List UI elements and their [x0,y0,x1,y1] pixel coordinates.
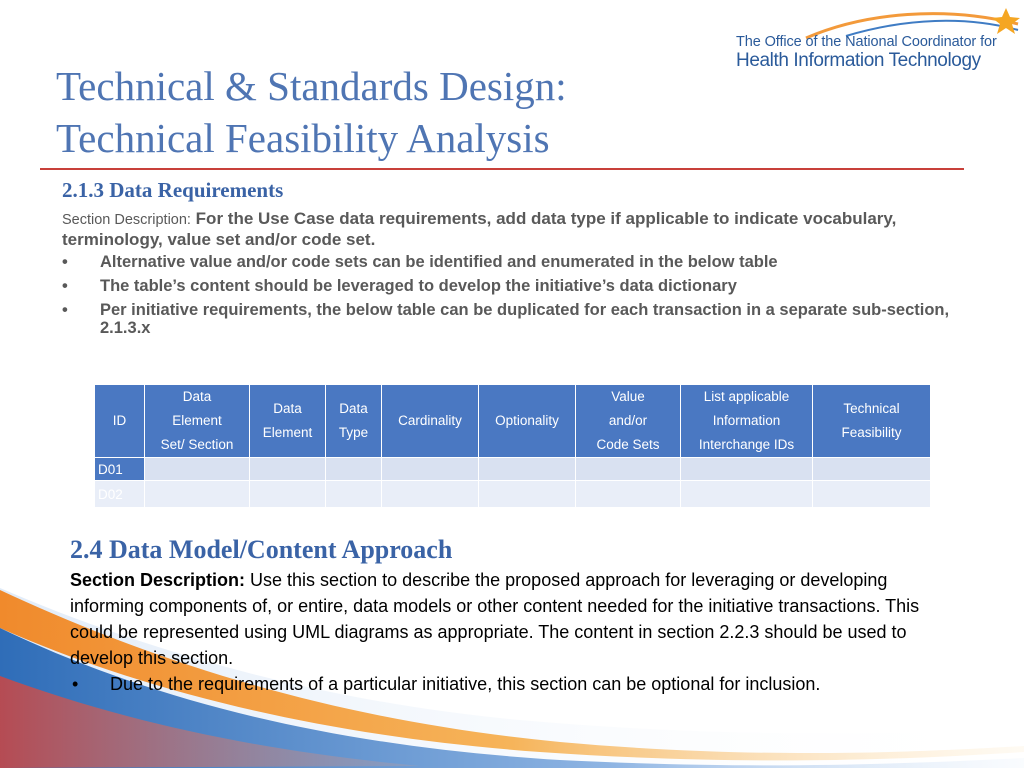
list-item: • Due to the requirements of a particular initiative, this section can be optional for inclusion. [70,671,930,697]
table-cell [576,458,681,481]
table-header-text: Element [262,425,313,440]
table-header-text: Feasibility [841,425,902,440]
bullet-icon: • [62,301,68,319]
section-description-24 [70,567,930,671]
bullet-icon: • [72,674,79,694]
table-header-text: Element [172,413,222,428]
bullet-icon: • [62,277,68,295]
table-cell [681,458,813,481]
table-header-text: and/or [608,413,648,428]
table-row [95,481,931,508]
slide-title [56,60,567,164]
table-cell [382,481,479,508]
table-header-text: Cardinality [398,413,462,428]
table-header-text: Data [273,401,302,416]
table-header-cell [95,385,145,458]
section-data-model [70,535,930,697]
table-header-cell [326,385,382,458]
table-cell [681,481,813,508]
table-header-cell [681,385,813,458]
table-cell [813,458,931,481]
table-header-cell [382,385,479,458]
table-cell-id: D01 [95,458,145,481]
table-cell [576,481,681,508]
table-header-cell [145,385,250,458]
section-heading-213: 2.1.3 Data Requirements [62,178,284,202]
table-cell [326,481,382,508]
bullet-list-213 [62,253,952,337]
onc-logo [736,8,1024,78]
table-header-cell [479,385,576,458]
table-header-text: Set/ Section [160,437,234,452]
logo-text-line2: Health Information Technology [736,50,981,71]
table-header-text: Data [339,401,368,416]
table-header-text: Information [712,413,781,428]
table-row [95,458,931,481]
table-cell-id: D02 [95,481,145,508]
table-cell [145,481,250,508]
section-heading-24: 2.4 Data Model/Content Approach [70,535,453,564]
table-header-text: Type [338,425,369,440]
table-cell [326,458,382,481]
section-description-text: Use this section to describe the proposed approach for leveraging or developing informing components of, or entire, data models or other content needed for the initiative transactions. This could be represented using UML diagrams as appropriate. The content in section 2.2.3 should be used to develop this section. [70,570,920,668]
slide-title-line2: Technical Feasibility Analysis [56,115,550,161]
table-header-text: Code Sets [596,437,660,452]
table-header-cell [250,385,326,458]
table-header-text: List applicable [703,389,790,404]
section-data-requirements [62,178,952,343]
table-header-cell [576,385,681,458]
table-cell [813,481,931,508]
table-header-text: Interchange IDs [698,437,795,452]
table-header-text: Technical [843,401,900,416]
table-header-cell [813,385,931,458]
section-description-text: For the Use Case data requirements, add data type if applicable to indicate vocabulary, terminology, value set and/or code set. [62,209,897,249]
section-description-label: Section Description: [62,212,191,228]
logo-text-line1: The Office of the National Coordinator for [736,34,997,50]
table-header-text: Value [611,389,645,404]
section-description-label: Section Description: [70,570,246,590]
data-requirements-table [94,384,931,508]
table-cell [479,458,576,481]
slide-title-line1: Technical & Standards Design: [56,63,567,109]
table-header-text: Data [182,389,212,404]
list-item: • Alternative value and/or code sets can be identified and enumerated in the below table [62,253,778,271]
table-header-text: ID [112,413,127,428]
list-item: • Per initiative requirements, the below table can be duplicated for each transaction in a separate sub-section, 2.1.3.x [62,301,950,337]
table-header-text: Optionality [495,413,559,428]
table-cell [250,458,326,481]
table-cell [250,481,326,508]
bullet-icon: • [62,253,68,271]
table-cell [145,458,250,481]
title-divider [40,168,964,170]
table-cell [479,481,576,508]
table-cell [382,458,479,481]
list-item: • The table’s content should be leveraged to develop the initiative’s data dictionary [62,277,737,295]
table-header-row [95,385,931,458]
section-description-213 [62,209,952,250]
bullet-list-24 [70,671,930,697]
